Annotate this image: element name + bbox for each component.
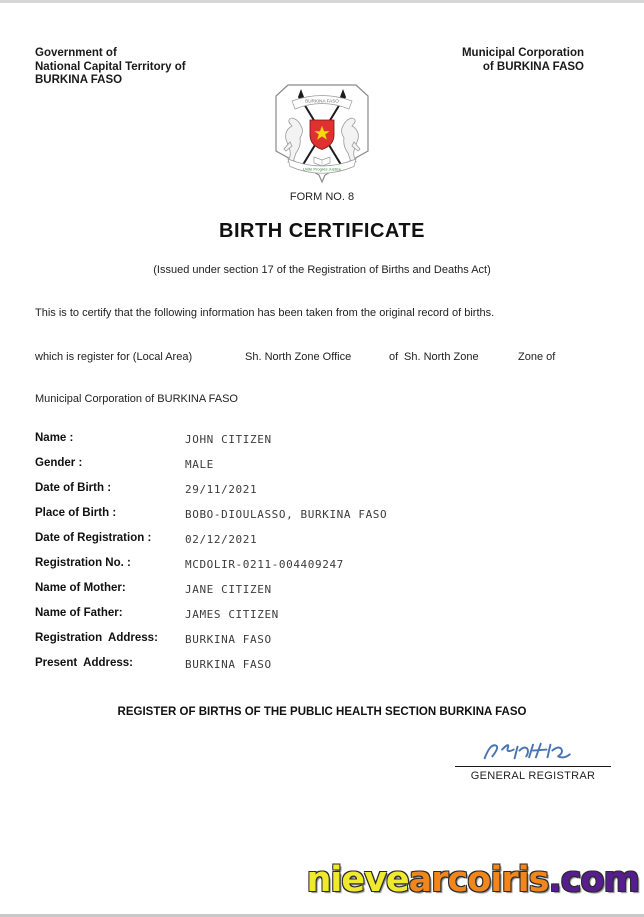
- field-row-date-of-registration: [0, 528, 644, 553]
- page-top-edge: [0, 0, 644, 3]
- field-row-registration-address: [0, 628, 644, 653]
- field-row-place-of-birth: [0, 503, 644, 528]
- field-value: JANE CITIZEN: [185, 583, 272, 596]
- header-left: [35, 47, 186, 88]
- field-value: 02/12/2021: [185, 533, 258, 546]
- field-row-registration-no: [0, 553, 644, 578]
- header-right: [462, 47, 584, 74]
- field-label: Date of Birth :: [35, 482, 112, 494]
- field-label: Name of Father:: [35, 607, 123, 619]
- field-row-gender: [0, 453, 644, 478]
- field-row-date-of-birth: [0, 478, 644, 503]
- motto-text: Unité Progrès Justice: [302, 166, 342, 172]
- fields-table: [0, 428, 644, 678]
- field-row-present-address: [0, 653, 644, 678]
- field-row-father-name: [0, 603, 644, 628]
- certify-statement: This is to certify that the following information has been taken from the original record of births.: [35, 307, 495, 319]
- field-value: 29/11/2021: [185, 483, 258, 496]
- register-office: Sh. North Zone Office: [245, 351, 352, 363]
- register-line-suffix: Zone of: [518, 351, 556, 363]
- field-row-mother-name: [0, 578, 644, 603]
- header-left-line: BURKINA FASO: [35, 74, 123, 86]
- field-value: BURKINA FASO: [185, 633, 272, 646]
- field-value: JAMES CITIZEN: [185, 608, 279, 621]
- field-label: Gender :: [35, 457, 83, 469]
- field-value: JOHN CITIZEN: [185, 433, 272, 446]
- field-label: Name of Mother:: [35, 582, 126, 594]
- field-label: Registration No. :: [35, 557, 131, 569]
- document-subtitle: (Issued under section 17 of the Registration of Births and Deaths Act): [153, 264, 491, 276]
- field-value: MALE: [185, 458, 214, 471]
- document-title: BIRTH CERTIFICATE: [219, 220, 425, 242]
- signature-block: [455, 737, 611, 782]
- register-of-births-title: REGISTER OF BIRTHS OF THE PUBLIC HEALTH SECTION BURKINA FASO: [117, 706, 527, 718]
- banner-text: BURKINA FASO: [305, 98, 339, 104]
- header-left-line: National Capital Territory of: [35, 60, 186, 73]
- watermark-part2: arcoiris: [408, 860, 549, 900]
- signatory-title: GENERAL REGISTRAR: [470, 770, 596, 782]
- field-value: BOBO-DIOULASSO, BURKINA FASO: [185, 508, 388, 521]
- field-label: Name :: [35, 432, 74, 444]
- watermark-nievearcoiris: [306, 860, 639, 900]
- coat-of-arms-icon: [270, 83, 374, 186]
- field-label: Registration Address:: [35, 632, 158, 644]
- form-number: FORM NO. 8: [289, 191, 355, 203]
- corporation-line: Municipal Corporation of BURKINA FASO: [35, 393, 238, 405]
- field-value: MCDOLIR-0211-004409247: [185, 558, 344, 571]
- header-right-line: Municipal Corporation: [461, 47, 584, 59]
- field-label: Present Address:: [35, 657, 133, 669]
- header-right-line: of BURKINA FASO: [482, 60, 584, 73]
- watermark-part1: nieve: [306, 860, 409, 900]
- watermark-part3: .com: [548, 860, 639, 900]
- field-row-name: [0, 428, 644, 453]
- field-label: Date of Registration :: [35, 532, 152, 544]
- field-value: BURKINA FASO: [185, 658, 272, 671]
- register-line-of: of: [389, 351, 399, 363]
- field-label: Place of Birth :: [35, 507, 117, 519]
- register-line-prefix: which is register for (Local Area): [35, 351, 193, 363]
- register-zone: Sh. North Zone: [404, 351, 479, 363]
- header-left-line: Government of: [35, 47, 117, 59]
- register-line: [0, 351, 644, 365]
- signature-graphic: [455, 737, 611, 767]
